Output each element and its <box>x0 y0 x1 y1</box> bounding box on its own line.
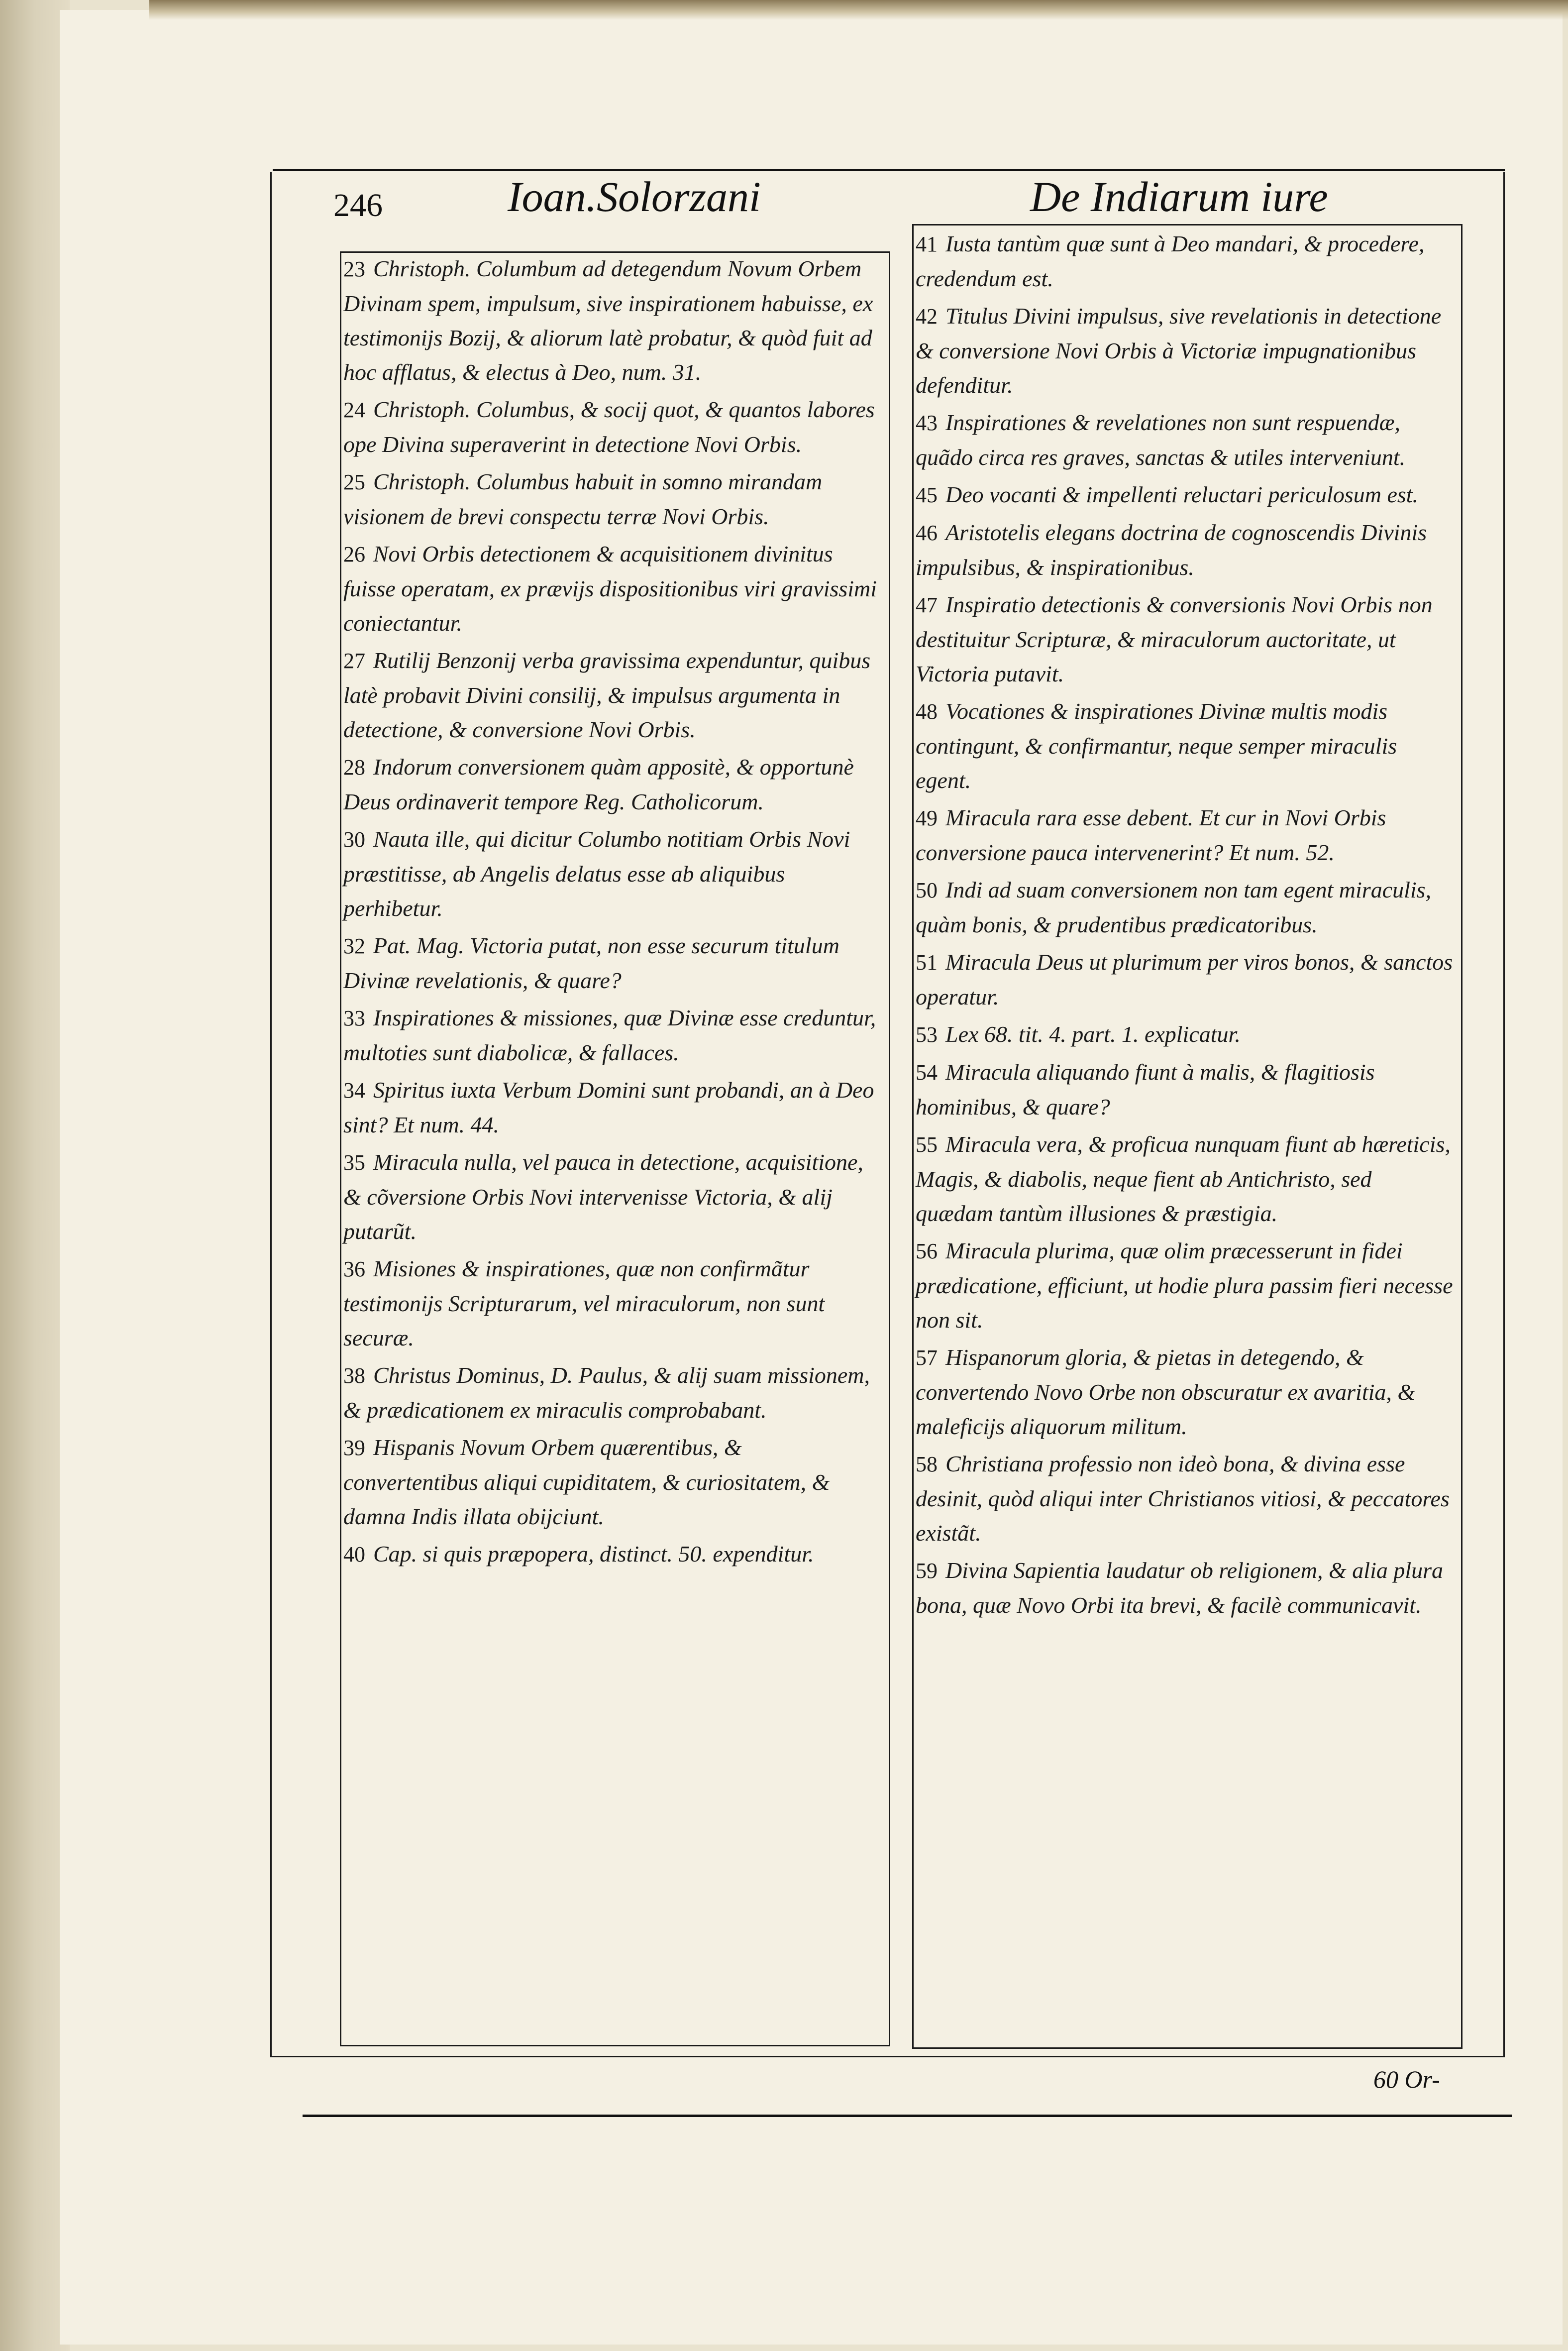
index-entry <box>343 1358 881 1427</box>
catchword: 60 Or- <box>1373 2065 1440 2093</box>
entry-number: 32 <box>343 934 365 958</box>
entry-text: Miracula Deus ut plurimum per viros bonos, & sanctos operatur. <box>916 949 1453 1009</box>
entry-number: 35 <box>343 1150 365 1175</box>
index-entry <box>916 515 1453 584</box>
index-entry <box>916 945 1453 1014</box>
entry-text: Miracula rara esse debent. Et cur in Novi Orbis conversione pauca intervenerint? Et num. 52. <box>916 805 1386 865</box>
entry-text: Hispanis Novum Orbem quærentibus, & convertentibus aliqui cupiditatem, & curiositatem, & damna Indis illata obijciunt. <box>343 1435 830 1529</box>
entry-number: 26 <box>343 542 365 566</box>
index-entry <box>343 1537 881 1571</box>
index-entry <box>343 537 881 640</box>
index-entry <box>343 1001 881 1070</box>
index-entry <box>343 1430 881 1534</box>
entry-number: 38 <box>343 1363 365 1388</box>
index-entry <box>916 873 1453 942</box>
index-entry <box>916 694 1453 797</box>
entry-text: Lex 68. tit. 4. part. 1. explicatur. <box>945 1021 1241 1047</box>
entry-text: Indi ad suam conversionem non tam egent miraculis, quàm bonis, & prudentibus prædicatoribus. <box>916 877 1432 937</box>
index-entry <box>916 800 1453 870</box>
entry-number: 41 <box>916 232 938 256</box>
entry-text: Cap. si quis præpopera, distinct. 50. expenditur. <box>373 1541 814 1567</box>
index-entry <box>343 643 881 747</box>
entry-text: Christoph. Columbus, & socij quot, & quantos labores ope Divina superaverint in detectione Novi Orbis. <box>343 397 875 457</box>
entry-text: Christiana professio non ideò bona, & divina esse desinit, quòd aliqui inter Christianos vitiosi, & peccatores existãt. <box>916 1451 1450 1546</box>
entry-number: 27 <box>343 649 365 673</box>
entry-text: Indorum conversionem quàm appositè, & opportunè Deus ordinaverit tempore Reg. Catholicorum. <box>343 754 854 814</box>
entry-number: 45 <box>916 483 938 507</box>
entry-text: Nauta ille, qui dicitur Columbo notitiam Orbis Novi præstitisse, ab Angelis delatus esse ab aliquibus perhibetur. <box>343 826 850 921</box>
entry-text: Misiones & inspirationes, quæ non confirmãtur testimonijs Scripturarum, vel miraculorum, non sunt securæ. <box>343 1256 825 1350</box>
running-title: De Indiarum iure <box>1030 173 1328 221</box>
entry-text: Miracula nulla, vel pauca in detectione, acquisitione, & cõversione Orbis Novi intervenisse Victoria, & alij putarũt. <box>343 1149 863 1244</box>
entry-number: 50 <box>916 878 938 902</box>
entry-number: 55 <box>916 1132 938 1157</box>
entry-number: 23 <box>343 257 365 281</box>
entry-text: Miracula plurima, quæ olim præcesserunt in fidei prædicatione, efficiunt, ut hodie plura passim fieri necesse non sit. <box>916 1238 1453 1333</box>
entry-text: Christus Dominus, D. Paulus, & alij suam missionem, & prædicationem ex miraculis comprobabant. <box>343 1362 870 1423</box>
index-entry <box>343 928 881 998</box>
entry-number: 54 <box>916 1060 938 1085</box>
index-entry <box>916 477 1453 512</box>
entry-number: 34 <box>343 1078 365 1103</box>
index-entry <box>916 1447 1453 1550</box>
entry-number: 48 <box>916 699 938 724</box>
entry-number: 47 <box>916 593 938 617</box>
entry-number: 33 <box>343 1006 365 1030</box>
entry-text: Deo vocanti & impellenti reluctari periculosum est. <box>945 482 1419 507</box>
entry-text: Christoph. Columbus habuit in somno mirandam visionem de brevi conspectu terræ Novi Orbis. <box>343 469 823 529</box>
index-entry <box>343 750 881 819</box>
footer-rule <box>303 2115 1512 2117</box>
entry-text: Inspiratio detectionis & conversionis Novi Orbis non destituitur Scripturæ, & miraculorum auctoritate, ut Victoria putavit. <box>916 592 1433 686</box>
entry-text: Divina Sapientia laudatur ob religionem, & alia plura bona, quæ Novo Orbi ita brevi, & facilè communicavit. <box>916 1558 1444 1618</box>
entry-number: 59 <box>916 1559 938 1583</box>
entry-text: Inspirationes & missiones, quæ Divinæ esse creduntur, multoties sunt diabolicæ, & fallaces. <box>343 1005 876 1065</box>
index-entry <box>343 464 881 534</box>
entry-number: 58 <box>916 1452 938 1476</box>
entry-number: 53 <box>916 1022 938 1047</box>
index-entry <box>916 1233 1453 1337</box>
entry-number: 57 <box>916 1345 938 1370</box>
header-rule <box>273 169 1505 171</box>
index-entry <box>343 1145 881 1248</box>
entry-number: 40 <box>343 1542 365 1567</box>
entry-number: 56 <box>916 1239 938 1263</box>
entry-text: Aristotelis elegans doctrina de cognoscendis Divinis impulsibus, & inspirationibus. <box>916 520 1427 580</box>
running-author: Ioan.Solorzani <box>508 173 761 221</box>
entry-number: 28 <box>343 755 365 780</box>
entry-text: Titulus Divini impulsus, sive revelationis in detectione & conversione Novi Orbis à Victoriæ impugnationibus defenditur. <box>916 303 1442 398</box>
entry-text: Pat. Mag. Victoria putat, non esse securum titulum Divinæ revelationis, & quare? <box>343 933 839 993</box>
entry-number: 49 <box>916 806 938 830</box>
entry-text: Inspirationes & revelationes non sunt respuendæ, quãdo circa res graves, sanctas & utiles interveniunt. <box>916 410 1406 470</box>
page-number: 246 <box>333 187 383 224</box>
entry-text: Novi Orbis detectionem & acquisitionem divinitus fuisse operatam, ex prævijs dispositionibus viri gravissimi coniectantur. <box>343 541 877 636</box>
entry-text: Iusta tantùm quæ sunt à Deo mandari, & procedere, credendum est. <box>916 231 1425 291</box>
index-entry <box>916 587 1453 691</box>
index-entry <box>916 299 1453 402</box>
index-entry <box>916 1127 1453 1231</box>
entry-number: 42 <box>916 304 938 329</box>
entry-number: 39 <box>343 1436 365 1460</box>
entry-text: Vocationes & inspirationes Divinæ multis modis contingunt, & confirmantur, neque semper miraculis egent. <box>916 698 1397 793</box>
entry-text: Miracula aliquando fiunt à malis, & flagitiosis hominibus, & quare? <box>916 1059 1375 1120</box>
index-entry <box>343 1251 881 1355</box>
index-entry <box>343 822 881 925</box>
entry-text: Hispanorum gloria, & pietas in detegendo, & convertendo Novo Orbe non obscuratur ex avaritia, & maleficijs aliquorum militum. <box>916 1344 1416 1439</box>
entry-number: 36 <box>343 1257 365 1281</box>
index-entry <box>916 226 1453 296</box>
entry-text: Spiritus iuxta Verbum Domini sunt probandi, an à Deo sint? Et num. 44. <box>343 1077 874 1137</box>
entry-number: 43 <box>916 411 938 435</box>
index-entry <box>916 1055 1453 1124</box>
entry-number: 51 <box>916 950 938 975</box>
index-entry <box>916 1553 1453 1622</box>
entry-text: Miracula vera, & proficua nunquam fiunt ab hæreticis, Magis, & diabolis, neque fient ab Antichristo, sed quædam tantùm illusiones & præstigia. <box>916 1131 1451 1226</box>
entry-number: 46 <box>916 521 938 545</box>
index-entry <box>343 251 881 389</box>
left-column <box>343 251 881 1574</box>
index-entry <box>916 1017 1453 1052</box>
index-entry <box>916 405 1453 474</box>
entry-number: 24 <box>343 398 365 422</box>
page-top-edge <box>149 0 1568 20</box>
entry-text: Christoph. Columbum ad detegendum Novum Orbem Divinam spem, impulsum, sive inspirationem habuisse, ex testimonijs Bozij, & aliorum latè probatur, & quòd fuit ad hoc afflatus, & electus à Deo, num. 31. <box>343 256 873 385</box>
right-column <box>916 226 1453 1625</box>
index-entry <box>343 1073 881 1142</box>
entry-number: 30 <box>343 827 365 852</box>
index-entry <box>916 1340 1453 1444</box>
book-binding <box>0 0 70 2351</box>
index-entry <box>343 392 881 461</box>
entry-number: 25 <box>343 470 365 494</box>
entry-text: Rutilij Benzonij verba gravissima expenduntur, quibus latè probavit Divini consilij, & impulsus argumenta in detectione, & conversione Novi Orbis. <box>343 648 871 742</box>
